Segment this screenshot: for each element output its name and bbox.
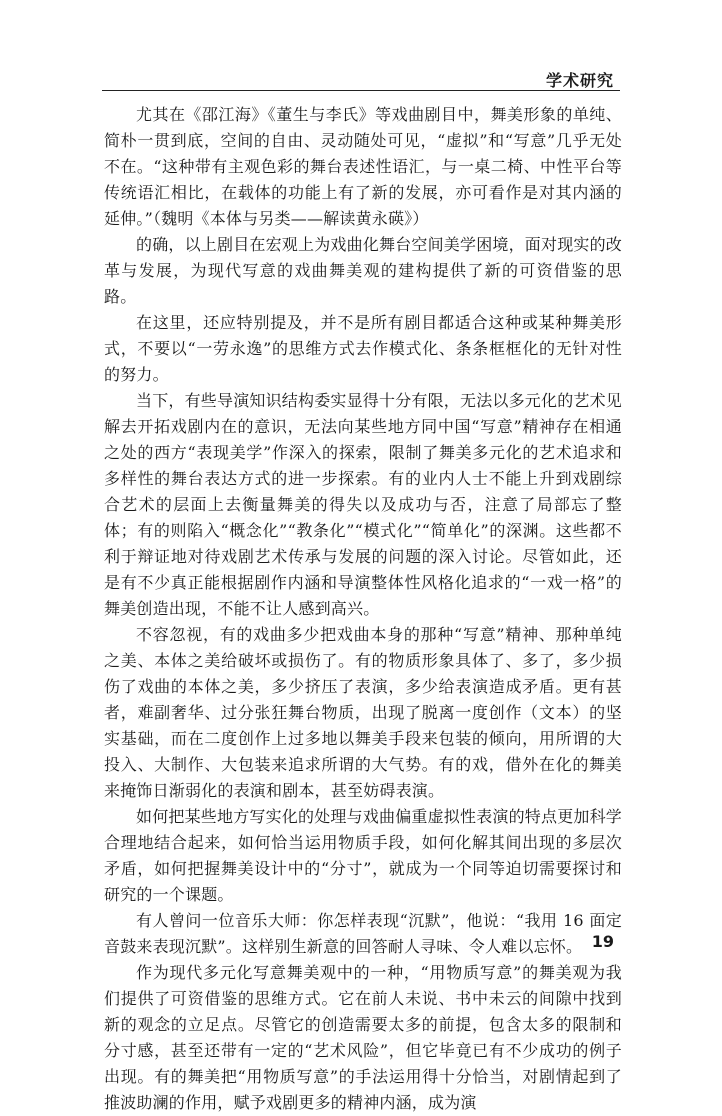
paragraph: 尤其在《邵江海》《董生与李氏》等戏曲剧目中，舞美形象的单纯、简朴一贯到底，空间的自由、灵动随处可见，“虚拟”和“写意”几乎无处不在。“这种带有主观色彩的舞台表述性语汇，与一桌二椅、中性平台等传统语汇相比，在载体的功能上有了新的发展，亦可看作是对其内涵的延伸。”（魏明《本体与另类——解读黄永碤》） [104,105,622,228]
article-body [104,102,622,1116]
paragraph: 不容忽视，有的戏曲多少把戏曲本身的那种“写意”精神、那种单纯之美、本体之美给破坏或损伤了。有的物质形象具体了、多了，多少损伤了戏曲的本体之美，多少挤压了表演，多少给表演造成矛盾。更有甚者，难副奢华、过分张狂舞台物质，出现了脱离一度创作（文本）的坚实基础，而在二度创作上过多地以舞美手段来包装的倾向，用所谓的大投入、大制作、大包装来追求所谓的大气势。有的戏，借外在化的舞美来掩饰日渐弱化的表演和剧本，甚至妨碍表演。 [104,625,622,800]
paragraph: 作为现代多元化写意舞美观中的一种，“用物质写意”的舞美观为我们提供了可资借鉴的思维方式。它在前人未说、书中未云的间隙中找到新的观念的立足点。尽管它的创造需要太多的前提，包含太多的限制和分寸感，甚至还带有一定的“艺术风险”，但它毕竟已有不少成功的例子出现。有的舞美把“用物质写意”的手法运用得十分恰当，对剧情起到了推波助澜的作用，赋予戏剧更多的精神内涵，成为演 [104,963,622,1112]
paragraph: 在这里，还应特别提及，并不是所有剧目都适合这种或某种舞美形式，不要以“一劳永逸”的思维方式去作模式化、条条框框化的无针对性的努力。 [104,313,622,384]
page-number: 19 [591,932,614,951]
paragraph: 的确，以上剧目在宏观上为戏曲化舞台空间美学困境，面对现实的改革与发展，为现代写意的戏曲舞美观的建构提供了新的可资借鉴的思路。 [104,235,623,306]
section-header: 学术研究 [545,71,614,90]
paragraph: 如何把某些地方写实化的处理与戏曲偏重虚拟性表演的特点更加科学合理地结合起来，如何恰当运用物质手段，如何化解其间出现的多层次矛盾，如何把握舞美设计中的“分寸”，就成为一个同等迫切需要探讨和研究的一个课题。 [104,807,623,904]
paragraph: 当下，有些导演知识结构委实显得十分有限，无法以多元化的艺术见解去开拓戏剧内在的意识，无法向某些地方同中国“写意”精神存在相通之处的西方“表现美学”作深入的探索，限制了舞美多元化的艺术追求和多样性的舞台表达方式的进一步探索。有的业内人士不能上升到戏剧综合艺术的层面上去衡量舞美的得失以及成功与否，注意了局部忘了整体；有的则陷入“概念化”“教条化”“模式化”“简单化”的深渊。这些都不利于辩证地对待戏剧艺术传承与发展的问题的深入讨论。尽管如此，还是有不少真正能根据剧作内涵和导演整体性风格化追求的“一戏一格”的舞美创造出现，不能不让人感到高兴。 [104,391,623,618]
paragraph: 有人曾问一位音乐大师：你怎样表现“沉默”，他说：“我用 16 面定音鼓来表现沉默”。这样别生新意的回答耐人寻味、令人难以忘怀。 [104,911,622,956]
header-rule [102,90,620,91]
